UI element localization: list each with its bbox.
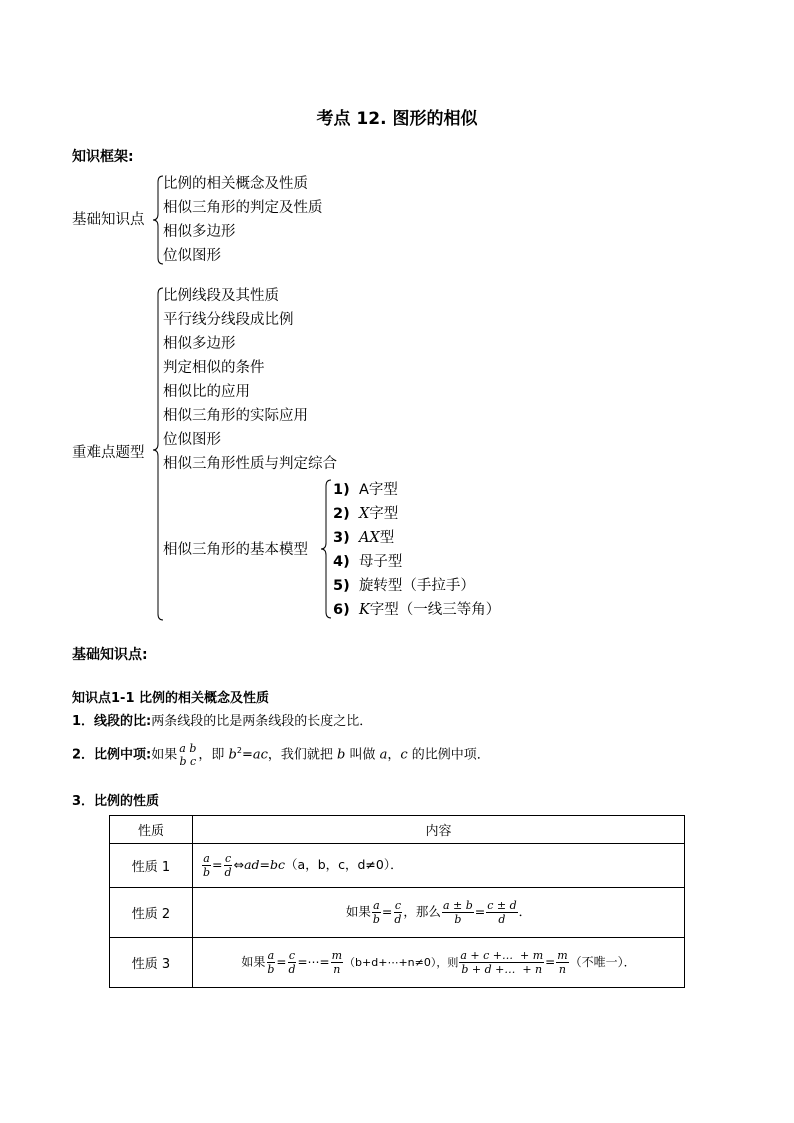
models-list: [333, 478, 500, 622]
list-item: 6) K字型（一线三等角）: [333, 602, 501, 618]
basic-brace: [153, 176, 163, 264]
list-item: 相似三角形的判定及性质: [163, 200, 323, 216]
framework-heading: 知识框架:: [72, 149, 134, 165]
knowledge-point-title: 知识点1-1 比例的相关概念及性质: [72, 691, 270, 706]
key-brace: [153, 288, 163, 620]
list-item: 相似比的应用: [163, 384, 250, 400]
list-item: 3) AX型: [333, 530, 395, 546]
table-row: [110, 938, 685, 988]
list-item: 比例线段及其性质: [163, 288, 279, 304]
page-title: 考点 12. 图形的相似: [316, 109, 478, 129]
item-1: 1．线段的比:两条线段的比是两条线段的长度之比．: [72, 714, 373, 729]
list-item: 位似图形: [163, 248, 221, 264]
table-cell: $\frac{a}{b}$ = $\frac{c}{d}$ ⇔ad=bc（a，b，c，d≠0）．: [193, 844, 685, 888]
models-brace: [321, 480, 331, 618]
fraction: a b b c: [179, 742, 197, 768]
list-item: 1) A字型: [333, 482, 398, 498]
item-2: 2．比例中项:如果 a b b c ，即 $b^2=ac$，我们就把 b 叫做 a，c 的比例中项．: [72, 742, 490, 768]
basic-branch-label: 基础知识点: [72, 212, 145, 228]
table-cell: 如果 $\frac{a}{b}$ = $\frac{c}{d}$ ，那么 $\frac{a \pm b}{b}$ = $\frac{c \pm d}{d}$ ．: [193, 888, 685, 938]
list-item: 相似三角形性质与判定综合: [163, 456, 337, 472]
table-cell: 性质 1: [110, 844, 193, 888]
table-row: [110, 844, 685, 888]
list-item: 2) X字型: [333, 506, 399, 522]
basic-branch-list: [163, 172, 323, 268]
table-row: [110, 888, 685, 938]
models-label: 相似三角形的基本模型: [163, 542, 308, 558]
list-item: 判定相似的条件: [163, 360, 265, 376]
table-cell: 性质 3: [110, 938, 193, 988]
basic-heading: 基础知识点:: [72, 647, 148, 663]
table-cell: 性质 2: [110, 888, 193, 938]
table-header-row: [110, 816, 685, 844]
item-3: 3．比例的性质: [72, 794, 160, 809]
list-item: 4) 母子型: [333, 554, 403, 570]
list-item: 相似多边形: [163, 224, 236, 240]
table-cell: 如果 $\frac{a}{b}$ = $\frac{c}{d}$ =⋯= $\frac{m}{n}$ （b+d+⋯+n≠0），则 $\frac{a + c +\dots + m}{b + d +\dots + n}$ = $\frac{m}{n}$ （不唯一）．: [193, 938, 685, 988]
key-branch-list: [163, 284, 337, 476]
table-header-cell: 内容: [193, 816, 685, 844]
list-item: 位似图形: [163, 432, 221, 448]
properties-table: [109, 815, 685, 988]
list-item: 相似多边形: [163, 336, 236, 352]
table-header-cell: 性质: [110, 816, 193, 844]
list-item: 比例的相关概念及性质: [163, 176, 308, 192]
list-item: 相似三角形的实际应用: [163, 408, 308, 424]
key-branch-label: 重难点题型: [72, 445, 145, 461]
list-item: 平行线分线段成比例: [163, 312, 294, 328]
list-item: 5) 旋转型（手拉手）: [333, 578, 475, 594]
